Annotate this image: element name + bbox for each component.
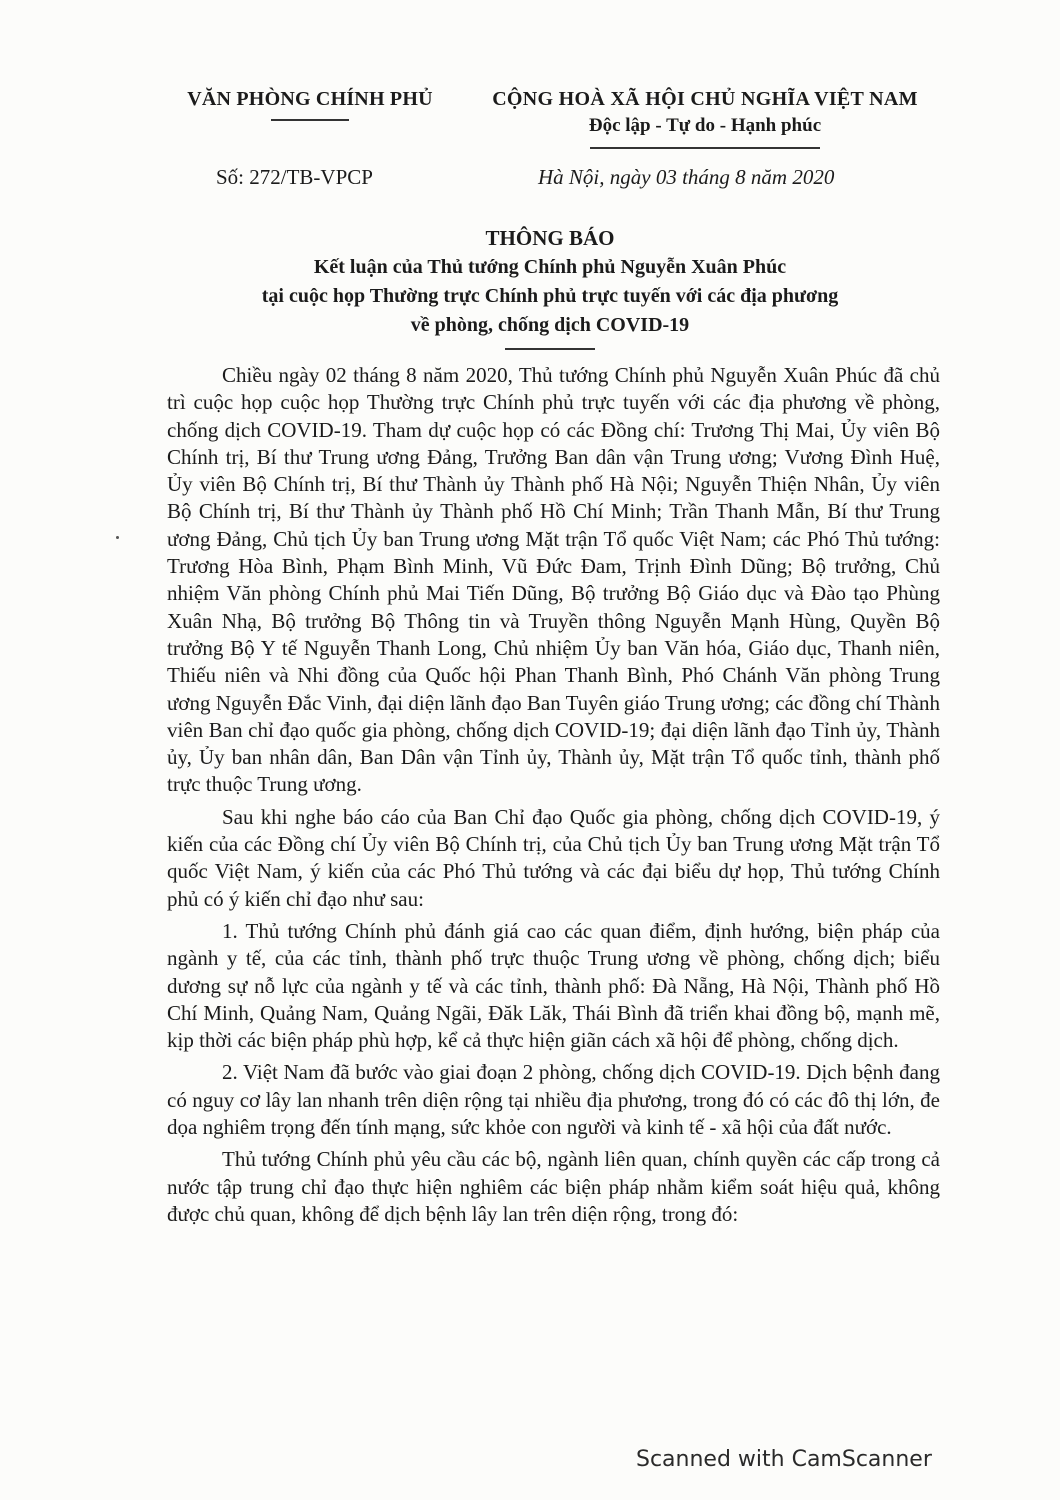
nation-name: CỘNG HOÀ XÃ HỘI CHỦ NGHĨA VIỆT NAM	[492, 88, 918, 110]
national-header	[470, 88, 940, 149]
agency-underline	[271, 119, 349, 121]
document-body	[167, 362, 940, 1233]
national-motto: Độc lập - Tự do - Hạnh phúc	[588, 115, 822, 136]
document-subject	[160, 253, 940, 340]
paragraph-reports: Sau khi nghe báo cáo của Ban Chỉ đạo Quốc gia phòng, chống dịch COVID-19, ý kiến của các Đồng chí Ủy viên Bộ Chính trị, của Chủ tịch Ủy ban Trung ương Mặt trận Tổ quốc Việt Nam, ý kiến của các Phó Thủ tướng và các đại biểu dự họp, Thủ tướng Chính phủ có ý kiến chỉ đạo như sau:	[167, 804, 940, 911]
document-title	[160, 226, 940, 350]
paragraph-item-2: 2. Việt Nam đã bước vào giai đoạn 2 phòng, chống dịch COVID-19. Dịch bệnh đang có nguy cơ lây lan nhanh trên diện rộng tại nhiều địa phương, trong đó có các đô thị lớn, đe dọa nghiêm trọng đến tính mạng, sức khỏe con người và kinh tế - xã hội của đất nước.	[167, 1060, 940, 1140]
issuing-agency	[170, 88, 450, 121]
subject-line-3: về phòng, chống dịch COVID-19	[410, 314, 690, 336]
paragraph-requirements: Thủ tướng Chính phủ yêu cầu các bộ, ngành liên quan, chính quyền các cấp trong cả nước tập trung chỉ đạo thực hiện nghiêm các biện pháp nhằm kiểm soát hiệu quả, không được chủ quan, không để dịch bệnh lây lan trên diện rộng, trong đó:	[167, 1147, 940, 1226]
place-and-date: Hà Nội, ngày 03 tháng 8 năm 2020	[538, 165, 835, 189]
document-kind: THÔNG BÁO	[485, 226, 615, 250]
motto-underline	[590, 147, 820, 149]
subject-line-1: Kết luận của Thủ tướng Chính phủ Nguyễn Xuân Phúc	[313, 256, 787, 278]
agency-name: VĂN PHÒNG CHÍNH PHỦ	[187, 88, 433, 110]
document-number: Số: 272/TB-VPCP	[216, 165, 373, 189]
scanner-watermark: Scanned with CamScanner	[636, 1447, 932, 1472]
title-underline	[505, 348, 595, 350]
scan-speck	[116, 536, 119, 539]
paragraph-intro: Chiều ngày 02 tháng 8 năm 2020, Thủ tướng Chính phủ Nguyễn Xuân Phúc đã chủ trì cuộc họp cuộc họp Thường trực Chính phủ trực tuyến với các địa phương về phòng, chống dịch COVID-19. Tham dự cuộc họp có các Đồng chí: Trương Thị Mai, Ủy viên Bộ Chính trị, Bí thư Trung ương Đảng, Trưởng Ban dân vận Trung ương; Vương Đình Huệ, Ủy viên Bộ Chính trị, Bí thư Thành ủy Thành phố Hà Nội; Nguyễn Thiện Nhân, Ủy viên Bộ Chính trị, Bí thư Thành ủy Thành phố Hồ Chí Minh; Trần Thanh Mẫn, Bí thư Trung ương Đảng, Chủ tịch Ủy ban Trung ương Mặt trận Tổ quốc Việt Nam; các Phó Thủ tướng: Trương Hòa Bình, Phạm Bình Minh, Vũ Đức Đam, Trịnh Đình Dũng; Bộ trưởng, Chủ nhiệm Văn phòng Chính phủ Mai Tiến Dũng, Bộ trưởng Bộ Giáo dục và Đào tạo Phùng Xuân Nhạ, Bộ trưởng Bộ Thông tin và Truyền thông Nguyễn Mạnh Hùng, Quyền Bộ trưởng Bộ Y tế Nguyễn Thanh Long, Chủ nhiệm Ủy ban Văn hóa, Giáo dục, Thanh niên, Thiếu niên và Nhi đồng của Quốc hội Phan Thanh Bình, Phó Chánh Văn phòng Trung ương Nguyễn Đắc Vinh, đại diện lãnh đạo Ban Tuyên giáo Trung ương; các đồng chí Thành viên Ban chỉ đạo quốc gia phòng, chống dịch COVID-19; đại diện lãnh đạo Tỉnh ủy, Thành ủy, Ủy ban nhân dân, Ban Dân vận Tỉnh ủy, Thành ủy, Mặt trận Tổ quốc tỉnh, thành phố trực thuộc Trung ương.	[167, 363, 940, 797]
paragraph-item-1: 1. Thủ tướng Chính phủ đánh giá cao các quan điểm, định hướng, biện pháp của ngành y tế, của các tỉnh, thành phố trực thuộc Trung ương về phòng, chống dịch; biểu dương sự nỗ lực của ngành y tế và các tỉnh, thành phố: Đà Nẵng, Hà Nội, Thành phố Hồ Chí Minh, Quảng Nam, Quảng Ngãi, Đăk Lăk, Thái Bình đã triển khai đồng bộ, mạnh mẽ, kịp thời các biện pháp phù hợp, kể cả thực hiện giãn cách xã hội để phòng, chống dịch.	[167, 918, 940, 1053]
subject-line-2: tại cuộc họp Thường trực Chính phủ trực tuyến với các địa phương	[261, 285, 839, 307]
